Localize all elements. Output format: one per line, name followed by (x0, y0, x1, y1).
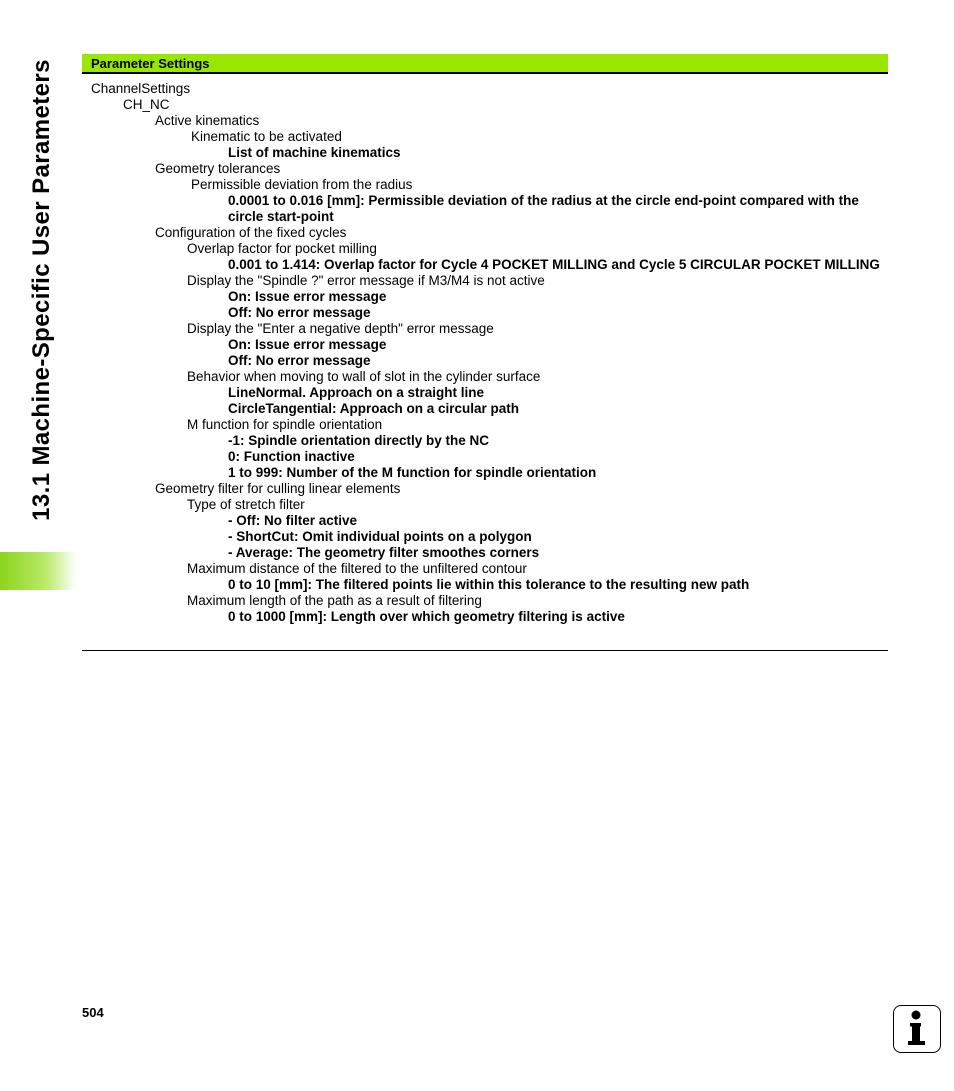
table-header: Parameter Settings (82, 54, 888, 74)
parameter-value: - ShortCut: Omit individual points on a polygon (228, 529, 532, 544)
parameter-value: LineNormal. Approach on a straight line (228, 385, 485, 400)
page-number: 504 (82, 1005, 104, 1020)
parameter-value: List of machine kinematics (228, 145, 401, 160)
parameter-value: -1: Spindle orientation directly by the NC (228, 433, 490, 448)
parameter-value: 0 to 10 [mm]: The filtered points lie within this tolerance to the resulting new path (228, 577, 750, 592)
parameter-name: Display the "Enter a negative depth" error message (187, 321, 494, 336)
table-bottom-rule (82, 650, 888, 651)
parameter-value: - Off: No filter active (228, 513, 358, 528)
parameter-name: M function for spindle orientation (187, 417, 383, 432)
chapter-tab-marker (0, 552, 76, 590)
parameter-value: 0: Function inactive (228, 449, 355, 464)
parameter-name: Overlap factor for pocket milling (187, 241, 377, 256)
parameter-name: Active kinematics (155, 113, 260, 128)
parameter-name: Geometry tolerances (155, 161, 281, 176)
chapter-title-text: 13.1 Machine-Specific User Parameters (28, 59, 56, 521)
parameter-name: Type of stretch filter (187, 497, 305, 512)
parameter-name: Maximum distance of the filtered to the unfiltered contour (187, 561, 527, 576)
parameter-value: 1 to 999: Number of the M function for spindle orientation (228, 465, 597, 480)
parameter-value: CircleTangential: Approach on a circular path (228, 401, 520, 416)
parameter-list (82, 81, 888, 625)
parameter-value: Off: No error message (228, 353, 371, 368)
parameter-name: Configuration of the fixed cycles (155, 225, 347, 240)
parameter-value: 0.001 to 1.414: Overlap factor for Cycle 4 POCKET MILLING and Cycle 5 CIRCULAR POCKET MILLING (228, 257, 880, 272)
parameter-value: 0.0001 to 0.016 [mm]: Permissible deviation of the radius at the circle end-point compared with the circle start-point (228, 193, 859, 224)
parameter-name: Behavior when moving to wall of slot in the cylinder surface (187, 369, 541, 384)
parameter-value: Off: No error message (228, 305, 371, 320)
parameter-name: Geometry filter for culling linear elements (155, 481, 401, 496)
parameter-name: Maximum length of the path as a result of filtering (187, 593, 482, 608)
parameter-name: CH_NC (123, 97, 170, 112)
parameter-name: Display the "Spindle ?" error message if M3/M4 is not active (187, 273, 545, 288)
parameter-name: Kinematic to be activated (191, 129, 342, 144)
parameter-value: On: Issue error message (228, 289, 387, 304)
parameter-value: On: Issue error message (228, 337, 387, 352)
info-glyph (902, 1010, 932, 1048)
parameter-name: Permissible deviation from the radius (191, 177, 413, 192)
info-icon (893, 1005, 941, 1053)
chapter-side-title (22, 50, 62, 530)
parameter-value: - Average: The geometry filter smoothes corners (228, 545, 540, 560)
parameter-name: ChannelSettings (91, 81, 191, 96)
parameter-value: 0 to 1000 [mm]: Length over which geometry filtering is active (228, 609, 625, 624)
